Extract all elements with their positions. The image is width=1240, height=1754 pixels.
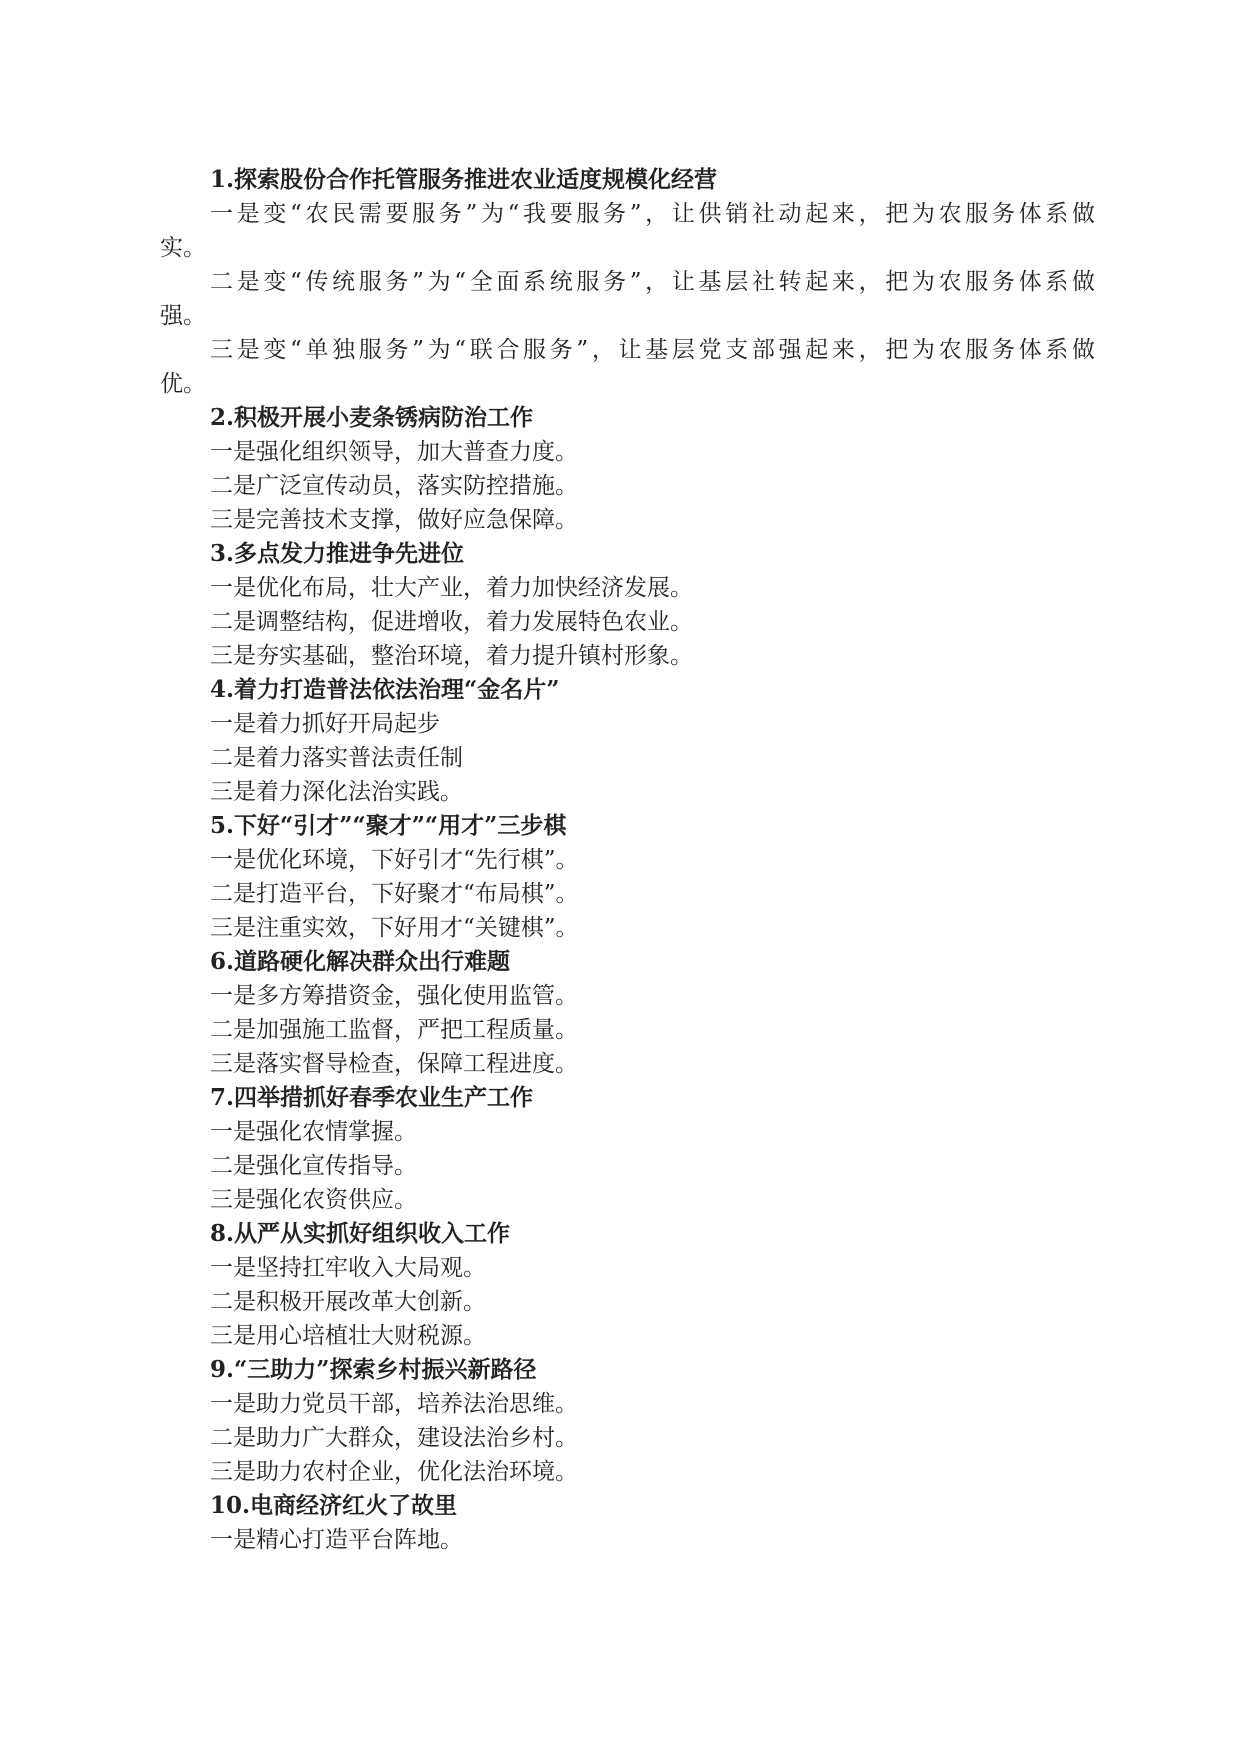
list-item: 三是完善技术支撑，做好应急保障。 [210,507,578,533]
list-item-continuation: 强。 [160,303,206,329]
list-item: 三是变“单独服务”为“联合服务”，让基层党支部强起来，把为农服务体系做 [210,337,1095,363]
list-item: 一是优化布局，壮大产业，着力加快经济发展。 [210,575,693,601]
section-3 [160,537,1095,673]
list-item: 一是多方筹措资金，强化使用监管。 [210,983,578,1009]
document-body [160,163,1095,1557]
section-heading: 4.着力打造普法依法治理“金名片” [210,676,560,703]
section-2 [160,401,1095,537]
section-4 [160,673,1095,809]
list-item: 三是助力农村企业，优化法治环境。 [210,1459,578,1485]
list-item: 一是助力党员干部，培养法治思维。 [210,1391,578,1417]
section-heading: 6.道路硬化解决群众出行难题 [210,948,511,975]
section-8 [160,1217,1095,1353]
list-item: 二是广泛宣传动员，落实防控措施。 [210,473,578,499]
list-item: 三是落实督导检查，保障工程进度。 [210,1051,578,1077]
list-item: 一是精心打造平台阵地。 [210,1527,463,1553]
list-item-continuation: 实。 [160,235,206,261]
list-item: 一是强化组织领导，加大普查力度。 [210,439,578,465]
section-1 [160,163,1095,401]
section-heading: 10.电商经济红火了故里 [210,1492,458,1519]
section-heading: 5.下好“引才”“聚才”“用才”三步棋 [210,812,567,839]
list-item: 三是注重实效，下好用才“关键棋”。 [210,915,579,941]
section-9 [160,1353,1095,1489]
list-item: 一是变“农民需要服务”为“我要服务”，让供销社动起来，把为农服务体系做 [210,201,1095,227]
section-heading: 2.积极开展小麦条锈病防治工作 [210,404,534,431]
section-heading: 8.从严从实抓好组织收入工作 [210,1220,511,1247]
list-item: 二是调整结构，促进增收，着力发展特色农业。 [210,609,693,635]
list-item: 三是着力深化法治实践。 [210,779,463,805]
list-item: 二是变“传统服务”为“全面系统服务”，让基层社转起来，把为农服务体系做 [210,269,1095,295]
list-item: 二是积极开展改革大创新。 [210,1289,486,1315]
list-item: 一是坚持扛牢收入大局观。 [210,1255,486,1281]
list-item: 三是强化农资供应。 [210,1187,417,1213]
section-heading: 7.四举措抓好春季农业生产工作 [210,1084,534,1111]
section-heading: 9.“三助力”探索乡村振兴新路径 [210,1356,537,1383]
list-item: 一是优化环境，下好引才“先行棋”。 [210,847,579,873]
list-item: 二是加强施工监督，严把工程质量。 [210,1017,578,1043]
list-item: 三是夯实基础，整治环境，着力提升镇村形象。 [210,643,693,669]
list-item: 二是着力落实普法责任制 [210,745,463,771]
section-heading: 3.多点发力推进争先进位 [210,540,465,567]
list-item: 二是助力广大群众，建设法治乡村。 [210,1425,578,1451]
section-heading: 1.探索股份合作托管服务推进农业适度规模化经营 [210,166,718,193]
section-6 [160,945,1095,1081]
list-item: 三是用心培植壮大财税源。 [210,1323,486,1349]
section-7 [160,1081,1095,1217]
list-item: 二是打造平台，下好聚才“布局棋”。 [210,881,579,907]
list-item: 一是着力抓好开局起步 [210,711,440,737]
section-5 [160,809,1095,945]
list-item: 一是强化农情掌握。 [210,1119,417,1145]
section-10 [160,1489,1095,1557]
list-item-continuation: 优。 [160,371,206,397]
list-item: 二是强化宣传指导。 [210,1153,417,1179]
